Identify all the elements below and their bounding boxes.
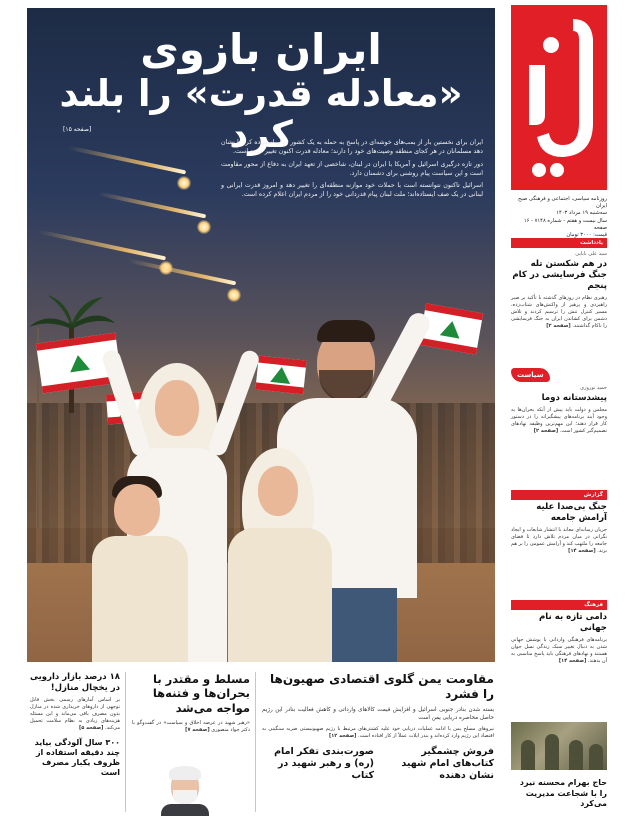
right-story-2 [511, 382, 607, 435]
section-bar: فرهنگ [511, 600, 607, 610]
story-subtitle: «رهبر شهید در عرصه اخلاق و سیاست» در گفت‌وگو با دکتر جواد منصوری [132, 720, 250, 734]
masthead-tagline: روزنامه سیاسی، اجتماعی و فرهنگی صبح ایران [517, 196, 607, 210]
page-ref: [صفحه ۱۲] [328, 733, 357, 739]
section-bar: گزارش [511, 490, 607, 500]
missile-streak [98, 192, 206, 219]
page-ref: [صفحه ۱۴] [558, 658, 587, 664]
hero-paragraph: ایران برای نخستین بار از بمب‌های خوشه‌ای در پاسخ به حمله به یک کشور دیگر استفاده کرد تا نشان دهد مسلمانان در هر کجای منطقه وصیت‌های خود را دارند؛ معادله قدرت اکنون تغییر کرده است. [221, 139, 483, 156]
story-headline[interactable]: حاج بهرام محسنه نیرد را با شجاعت مدیریت می‌کرد [519, 778, 607, 808]
story-headline[interactable]: در هم شکستن تله جنگ فرسایشی در کام پنجم [512, 259, 607, 291]
byline: سید علی بابایی [575, 251, 607, 257]
page-ref: [صفحه ۲] [533, 428, 559, 434]
story-text [511, 637, 607, 665]
politics-badge: سیاست [511, 368, 550, 382]
missile-flare [197, 220, 211, 234]
story-body: برنامه‌های فرهنگی وارداتی با پوشش جهانی شدن به دنبال تغییر سبک زندگی نسل جوان هستند و نهادهای فرهنگی باید پاسخ مناسبی به آن بدهند. [511, 637, 607, 664]
section-bar: یادداشت [511, 238, 607, 248]
page-ref: [صفحه ۵] [79, 725, 104, 732]
missile-streak [38, 230, 166, 261]
javan-logo-icon [511, 5, 607, 190]
page-ref: [صفحه ۷] [185, 727, 210, 734]
masthead-logo [511, 5, 607, 190]
page-ref: [صفحه ۱۴] [568, 548, 596, 554]
story-headline[interactable]: مقاومت یمن گلوی اقتصادی صهیون‌ها را فشرد [270, 672, 494, 701]
bottom-col-2 [132, 672, 250, 734]
story-headline[interactable]: دامی تازه به نام جهانی [538, 612, 607, 633]
byline: حمید نوروزی [580, 385, 607, 391]
story-text [132, 720, 250, 734]
page-ref: [صفحه ۲] [546, 323, 571, 329]
story-body: مجلس و دولت باید پیش از آنکه بحران‌ها به وجود آیند برنامه‌های پیشگیرانه را در دستور کار قرار دهند؛ این مهم‌ترین وظیفه نهادهای تصمیم‌گیر کشور است. [511, 407, 607, 434]
story-5-photo [511, 722, 607, 770]
boy-figure [72, 476, 202, 662]
interviewee-portrait [157, 762, 213, 816]
missile-flare [177, 176, 191, 190]
bottom-subcolumns [262, 746, 494, 782]
bottom-col-1 [30, 672, 120, 778]
hero-headline-line2: «معادله قدرت» را بلند کرد [59, 72, 463, 157]
right-story-1 [511, 238, 607, 330]
right-story-5 [511, 776, 607, 810]
right-badge-wrap [511, 362, 607, 382]
story-text [511, 407, 607, 435]
story-headline[interactable]: پیشدستانه دوما [541, 393, 607, 403]
story-headline[interactable]: فروش چشمگیر کتاب‌های امام شهید نشان دهنده [401, 746, 494, 781]
story-text [262, 726, 494, 740]
story-body: رهبری نظام در روزهای گذشته با تأکید بر صبر راهبردی و پرهیز از واکنش‌های شتاب‌زده، مسیر کنترل تنش را ترسیم کردند و تلاش دشمن برای کشاندن ایران به جنگ فرسایشی را ناکام گذاشتند. [511, 295, 607, 329]
masthead-issue: سال بیست و هفتم - شماره ۷۱۴۸ - ۱۶ صفحه [523, 217, 607, 231]
story-headline[interactable]: ۳۰۰ سال آلودگی بیاید چند دقیقه استفاده از ظروف یکبار مصرف است [34, 738, 120, 778]
story-text [30, 697, 120, 732]
hero-page-ref: [صفحه ۱۵] [63, 126, 92, 133]
hero-headline-line1: ایران بازوی [140, 25, 382, 74]
story-text [511, 527, 607, 555]
column-divider [255, 672, 256, 812]
missile-streak [128, 259, 236, 286]
hero-article-text [221, 138, 483, 203]
hero-photo [27, 8, 495, 662]
story-headline[interactable]: مسلط و مقتدر با بحران‌ها و فتنه‌ها مواجه می‌شد [152, 672, 250, 715]
story-text [511, 295, 607, 330]
bottom-col-3 [262, 672, 494, 782]
story-body: جریان رسانه‌ای معاند با انتشار شایعات و ایجاد نگرانی در میان مردم تلاش دارد تا فضای جامعه را ملتهب کند و آرامش عمومی را بر هم بزند. [511, 527, 607, 554]
story-lead: بسته شدن بنادر جنوبی اسرائیل و افزایش قیمت کالاهای وارداتی و کاهش فعالیت بنادر این رژیم حاصل محاصره دریایی یمن است [262, 707, 494, 721]
girl-figure [212, 428, 352, 662]
story-headline[interactable]: ۱۸ درصد بازار دارویی در یخچال منازل! [30, 672, 120, 693]
masthead-date: سه‌شنبه ۱۹ مرداد ۱۴۰۳ [556, 210, 607, 217]
missile-flare [227, 288, 241, 302]
column-divider [125, 672, 126, 812]
story-headline[interactable]: جنگ بی‌صدا علیه آرامش جامعه [536, 502, 607, 523]
masthead-price: قیمت: ۳۰۰۰ تومان [566, 232, 607, 239]
story-headline[interactable]: صورت‌بندی تفکر امام (ره) و رهبر شهید در کتاب [274, 746, 374, 781]
hero-paragraph: اسرائیل تاکنون نتوانسته است با حملات خود موازنه منطقه‌ای را تغییر دهد و امروز قدرت ایرانی و لبنانی در یک صف ایستاده‌اند؛ ملت لبنان پیام قدردانی خود را از مردم ایران اعلام کرده است. [221, 182, 483, 199]
masthead-info [511, 196, 607, 239]
hero-paragraph: دور تازه درگیری اسرائیل و آمریکا با ایران در لبنان، شاخصی از تعهد ایران به دفاع از محور مقاومت است و این سیاست پیام روشنی برای دشمنان دارد. [221, 160, 483, 177]
story-body: بر اساس آمارهای رسمی بخش قابل توجهی از داروهای خریداری شده در منازل بدون مصرف باقی می‌ماند و این مسئله هزینه‌های زیادی به نظام سلامت تحمیل می‌کند. [30, 697, 120, 732]
right-story-4 [511, 600, 607, 665]
right-story-3 [511, 490, 607, 555]
hero-headline [27, 26, 495, 156]
story-body: نیروهای مسلح یمن با ادامه عملیات دریایی خود علیه کشتی‌های مرتبط با رژیم صهیونیستی ضربه سنگینی به اقتصاد این رژیم وارد کرده‌اند و بندر ایلات عملاً از کار افتاده است. [262, 726, 494, 739]
